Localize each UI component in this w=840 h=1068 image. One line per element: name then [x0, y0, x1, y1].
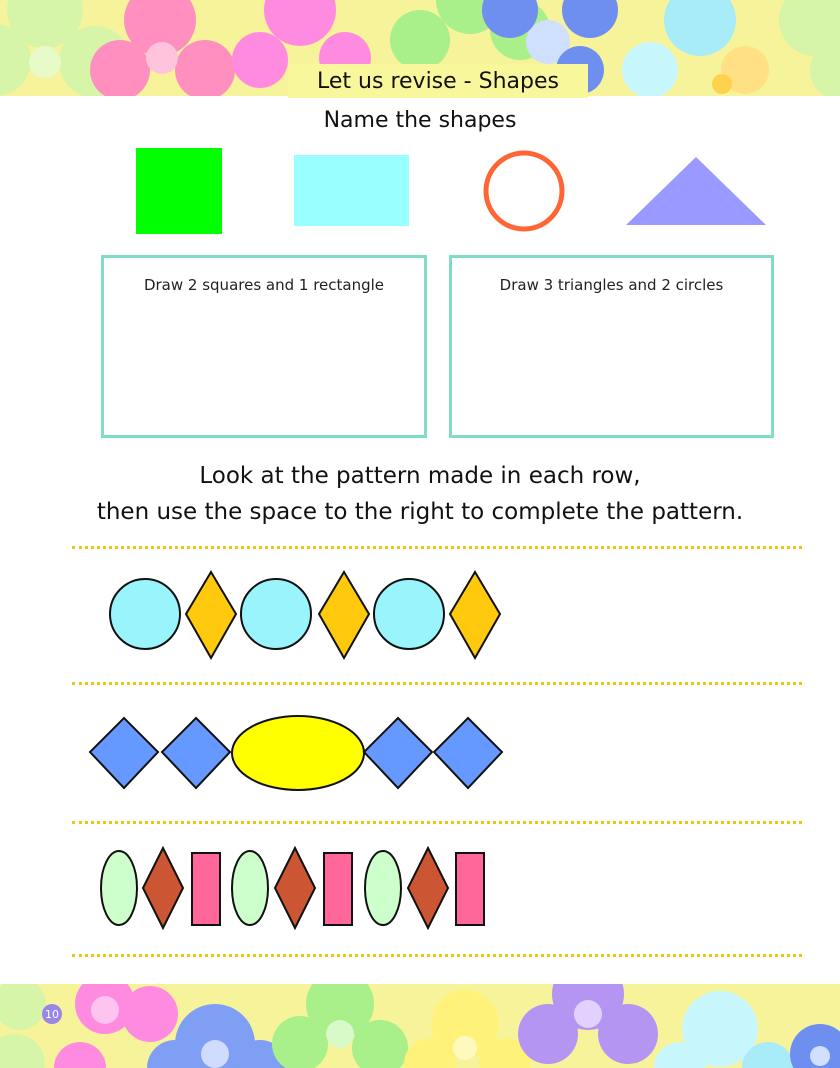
pattern-oval — [365, 851, 401, 925]
draw-box-triangles[interactable] — [449, 255, 774, 438]
pattern-row-2 — [0, 708, 520, 798]
flower-icon — [654, 991, 794, 1068]
dotted-separator — [72, 682, 802, 685]
page-title: Let us revise - Shapes — [288, 64, 588, 98]
section-heading: Name the shapes — [323, 108, 517, 133]
draw-box-label: Draw 3 triangles and 2 circles — [499, 276, 724, 294]
dotted-separator — [72, 821, 802, 824]
dotted-separator — [72, 954, 802, 957]
flower-icon — [404, 990, 531, 1068]
purple-triangle-shape — [626, 155, 768, 227]
instruction-line-2: then use the space to the right to complete the pattern. — [96, 499, 744, 525]
pattern-diamond — [319, 572, 369, 658]
instruction-line-1: Look at the pattern made in each row, — [199, 463, 641, 489]
pattern-rectangle — [456, 853, 484, 925]
pattern-diamond — [275, 848, 315, 928]
pattern-instructions — [0, 458, 840, 530]
flower-icon — [790, 1024, 840, 1068]
draw-box-squares[interactable] — [101, 255, 427, 438]
pattern-answer-space-2[interactable] — [520, 698, 800, 808]
pattern-rectangle — [324, 853, 352, 925]
pattern-row-3 — [0, 844, 520, 934]
pattern-diamond — [364, 718, 432, 788]
pattern-diamond — [143, 848, 183, 928]
pattern-circle — [374, 579, 444, 649]
green-square-shape — [136, 148, 222, 234]
pattern-circle — [110, 579, 180, 649]
pattern-rectangle — [192, 853, 220, 925]
cyan-rectangle-shape — [294, 155, 409, 226]
flower-icon — [90, 0, 235, 96]
flower-icon — [622, 0, 769, 96]
pattern-oval — [232, 716, 364, 790]
pattern-oval — [232, 851, 268, 925]
pattern-circle — [241, 579, 311, 649]
footer-flower-band — [0, 984, 840, 1068]
pattern-diamond — [90, 718, 158, 788]
pattern-row-1 — [0, 566, 520, 666]
pattern-diamond — [408, 848, 448, 928]
pattern-diamond — [162, 718, 230, 788]
flower-icon — [272, 984, 408, 1068]
page-number-badge: 10 — [42, 1004, 62, 1024]
draw-box-label: Draw 2 squares and 1 rectangle — [143, 276, 385, 294]
pattern-answer-space-1[interactable] — [520, 560, 800, 670]
pattern-oval — [101, 851, 137, 925]
dotted-separator — [72, 546, 802, 549]
flower-icon — [518, 984, 658, 1064]
pattern-diamond — [434, 718, 502, 788]
pattern-diamond — [450, 572, 500, 658]
orange-circle-shape — [480, 147, 570, 237]
pattern-diamond — [186, 572, 236, 658]
pattern-answer-space-3[interactable] — [520, 834, 800, 944]
flower-pattern-bottom — [0, 984, 840, 1068]
flower-icon — [0, 984, 46, 1068]
flower-icon — [779, 0, 840, 96]
